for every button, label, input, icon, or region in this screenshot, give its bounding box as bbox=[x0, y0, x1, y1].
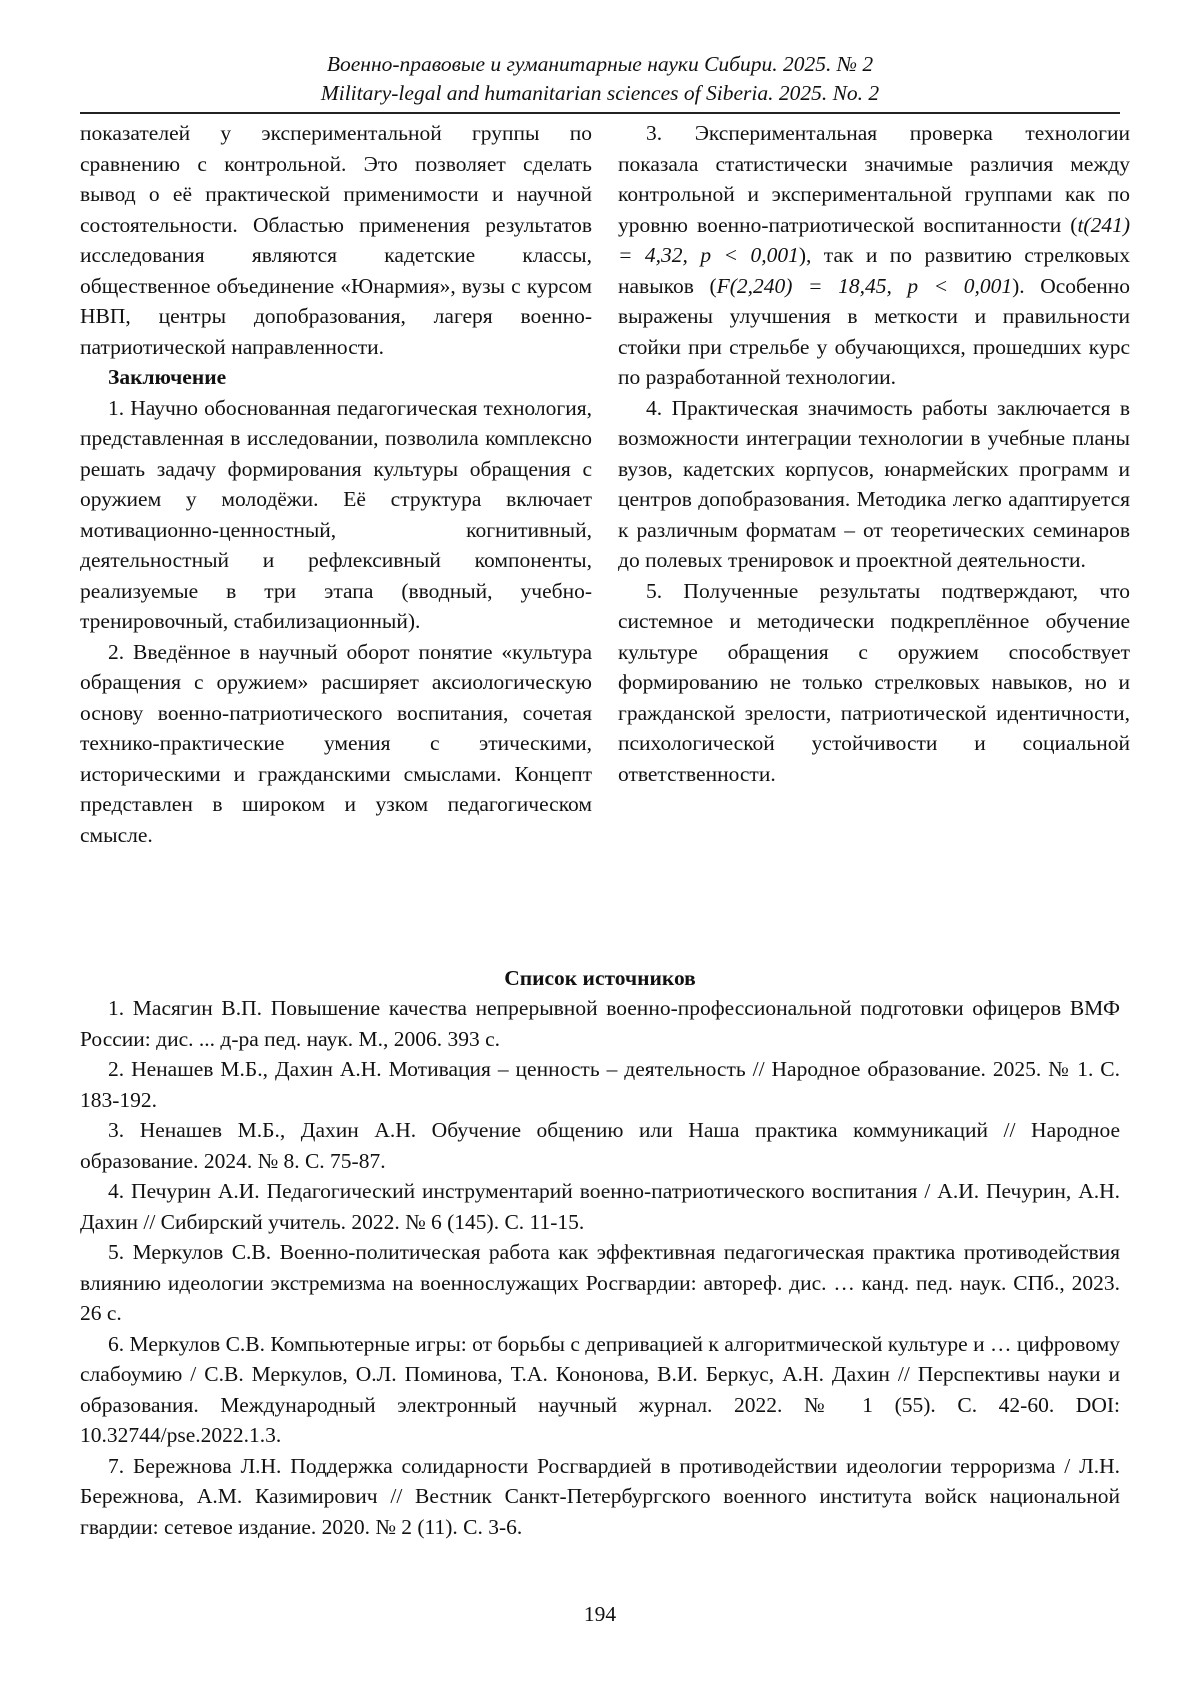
right-column bbox=[618, 118, 1130, 789]
c3-text-c: ). Особенно выражены улучшения в меткости и правильности стойки при стрельбе у обучающихся, прошедших курс по разработанной технологии. bbox=[618, 273, 1130, 389]
c3-stat-f: F(2,240) = 18,45, p < 0,001 bbox=[716, 273, 1013, 298]
reference-item: 4. Печурин А.И. Педагогический инструментарий военно-патриотического воспитания / А.И. Печурин, А.Н. Дахин // Сибирский учитель. 2022. № 6 (145). С. 11-15. bbox=[80, 1179, 1120, 1234]
conclusion-heading: Заключение bbox=[108, 365, 227, 389]
reference-item: 1. Масягин В.П. Повышение качества непрерывной военно-профессиональной подготовки офицеров ВМФ России: дис. ... д-ра пед. наук. М., 2006. 393 с. bbox=[80, 996, 1120, 1051]
reference-item: 3. Ненашев М.Б., Дахин А.Н. Обучение общению или Наша практика коммуникаций // Народное образование. 2024. № 8. С. 75-87. bbox=[80, 1118, 1120, 1173]
references-title: Список источников bbox=[504, 966, 696, 990]
header-title-ru: Военно-правовые и гуманитарные науки Сибири. 2025. № 2 bbox=[326, 52, 874, 76]
page-number: 194 bbox=[583, 1602, 617, 1626]
c3-stat-t: t(241) = 4,32, p < 0,001 bbox=[618, 212, 1130, 267]
header-title-en: Military-legal and humanitarian sciences of Siberia. 2025. No. 2 bbox=[320, 81, 880, 105]
reference-item: 2. Ненашев М.Б., Дахин А.Н. Мотивация – ценность – деятельность // Народное образование. 2025. № 1. С. 183-192. bbox=[80, 1057, 1120, 1112]
conclusion-item-5: 5. Полученные результаты подтверждают, что системное и методически подкреплённое обучение культуре обращения с оружием способствует формированию не только стрелковых навыков, но и гражданской зрелости, патриотической идентичности, психологической устойчивости и социальной ответственности. bbox=[618, 578, 1130, 786]
left-column bbox=[80, 118, 592, 850]
reference-item: 5. Меркулов С.В. Военно-политическая работа как эффективная педагогическая практика противодействия влиянию идеологии экстремизма на военнослужащих Росгвардии: автореф. дис. … канд. пед. наук. СПб., 2023. 26 с. bbox=[80, 1240, 1120, 1325]
reference-item: 7. Бережнова Л.Н. Поддержка солидарности Росгвардией в противодействии идеологии терроризма / Л.Н. Бережнова, А.М. Казимирович // Вестник Санкт-Петербургского военного института войск национальной гвардии: сетевое издание. 2020. № 2 (11). С. 3-6. bbox=[80, 1453, 1120, 1539]
header-rule bbox=[80, 112, 1120, 114]
conclusion-item-3 bbox=[618, 118, 1130, 393]
conclusion-item-4: 4. Практическая значимость работы заключается в возможности интеграции технологии в учебные планы вузов, кадетских корпусов, юнармейских программ и центров допобразования. Методика легко адаптируется к различным форматам – от теоретических семинаров до полевых тренировок и проектной деятельности. bbox=[618, 395, 1130, 572]
paragraph-continued: показателей у экспериментальной группы по сравнению с контрольной. Это позволяет сделать вывод о её практической применимости и научной состоятельности. Областью применения результатов исследования являются кадетские классы, общественное объединение «Юнармия», вузы с курсом НВП, центры допобразования, лагеря военно-патриотической направленности. bbox=[80, 121, 592, 359]
conclusion-item-2: 2. Введённое в научный оборот понятие «культура обращения с оружием» расширяет аксиологическую основу военно-патриотического воспитания, сочетая технико-практические умения с этическими, историческими и гражданскими смыслами. Концепт представлен в широком и узком педагогическом смысле. bbox=[80, 639, 592, 847]
running-header bbox=[80, 50, 1120, 108]
references-list bbox=[80, 993, 1120, 1542]
conclusion-item-1: 1. Научно обоснованная педагогическая технология, представленная в исследовании, позволила комплексно решать задачу формирования культуры обращения с оружием у молодёжи. Её структура включает мотивационно-ценностный, когнитивный, деятельностный и рефлексивный компоненты, реализуемые в три этапа (вводный, учебно-тренировочный, стабилизационный). bbox=[80, 395, 592, 633]
reference-item: 6. Меркулов С.В. Компьютерные игры: от борьбы с депривацией к алгоритмической культуре и … цифровому слабоумию / С.В. Меркулов, О.Л. Поминова, Т.А. Кононова, В.И. Беркус, А.Н. Дахин // Перспективы науки и образования. Международный электронный научный журнал. 2022. № 1 (55). С. 42-60. DOI: 10.32744/pse.2022.1.3. bbox=[80, 1331, 1120, 1447]
c3-text-b: ), так и по развитию стрелковых навыков ( bbox=[618, 243, 1130, 298]
c3-text-a: 3. Экспериментальная проверка технологии показала статистически значимые различия между контрольной и экспериментальной группами как по уровню военно-патриотической воспитанности ( bbox=[618, 121, 1130, 237]
